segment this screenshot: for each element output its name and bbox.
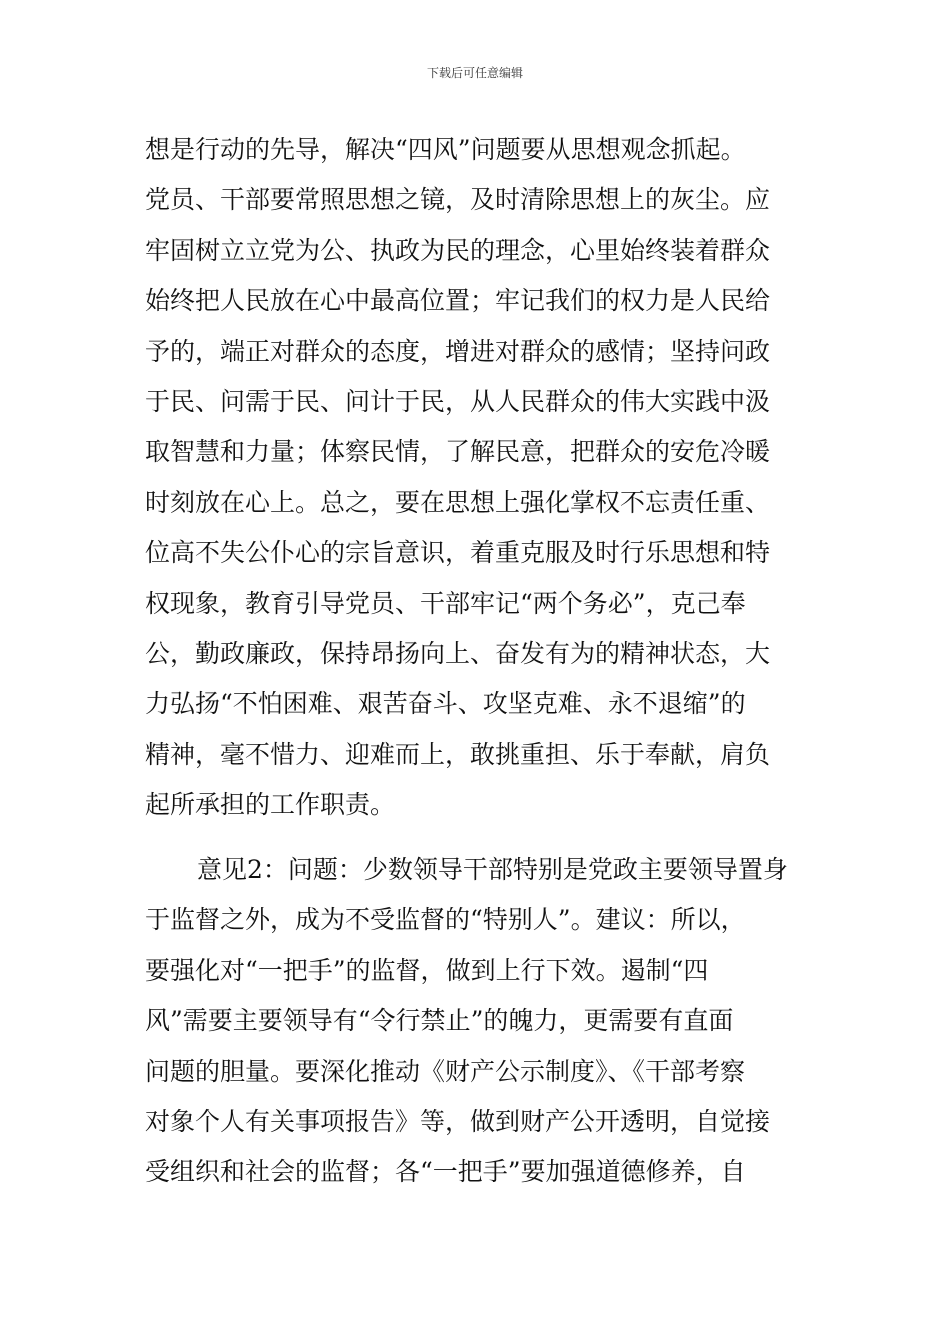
text-line: 想是行动的先导，解决“四风”问题要从思想观念抓起。 <box>145 135 746 164</box>
text-line: 问题的胆量。要深化推动《财产公示制度》、《干部考察 <box>145 1056 746 1086</box>
text-line: 权现象，教育引导党员、干部牢记“两个务必”，克己奉 <box>145 588 746 618</box>
text-line: 公，勤政廉政，保持昂扬向上、奋发有为的精神状态，大 <box>145 638 771 668</box>
header-note: 下载后可任意编辑 <box>426 66 523 80</box>
text-line: 位高不失公仆心的宗旨意识，着重克服及时行乐思想和特 <box>145 538 771 568</box>
text-line: 意见2：问题：少数领导干部特别是党政主要领导置身 <box>197 855 788 884</box>
text-line: 风”需要主要领导有“令行禁止”的魄力，更需要有直面 <box>145 1006 734 1036</box>
text-line: 受组织和社会的监督；各“一把手”要加强道德修养，自 <box>145 1157 746 1187</box>
text-line: 起所承担的工作职责。 <box>145 790 396 820</box>
paragraph-1 <box>145 125 810 830</box>
text-line: 于民、问需于民、问计于民，从人民群众的伟大实践中汲 <box>145 386 771 416</box>
paragraph-2 <box>145 845 810 1198</box>
text-line: 精神，毫不惜力、迎难而上，敢挑重担、乐于奉献，肩负 <box>145 739 771 769</box>
text-line: 取智慧和力量；体察民情，了解民意，把群众的安危冷暖 <box>145 437 771 467</box>
text-line: 力弘扬“不怕困难、艰苦奋斗、攻坚克难、永不退缩”的 <box>145 689 746 719</box>
text-line: 始终把人民放在心中最高位置；牢记我们的权力是人民给 <box>145 286 771 316</box>
text-line: 予的，端正对群众的态度，增进对群众的感情；坚持问政 <box>145 336 771 366</box>
text-line: 要强化对“一把手”的监督，做到上行下效。遏制“四 <box>145 955 709 985</box>
text-line: 时刻放在心上。总之，要在思想上强化掌权不忘责任重、 <box>145 487 771 517</box>
text-line: 于监督之外，成为不受监督的“特别人”。建议：所以， <box>145 905 746 935</box>
text-line: 牢固树立立党为公、执政为民的理念，心里始终装着群众 <box>145 235 771 265</box>
text-line: 对象个人有关事项报告》等，做到财产公开透明，自觉接 <box>145 1106 771 1136</box>
text-line: 党员、干部要常照思想之镜，及时清除思想上的灰尘。应 <box>145 185 771 215</box>
